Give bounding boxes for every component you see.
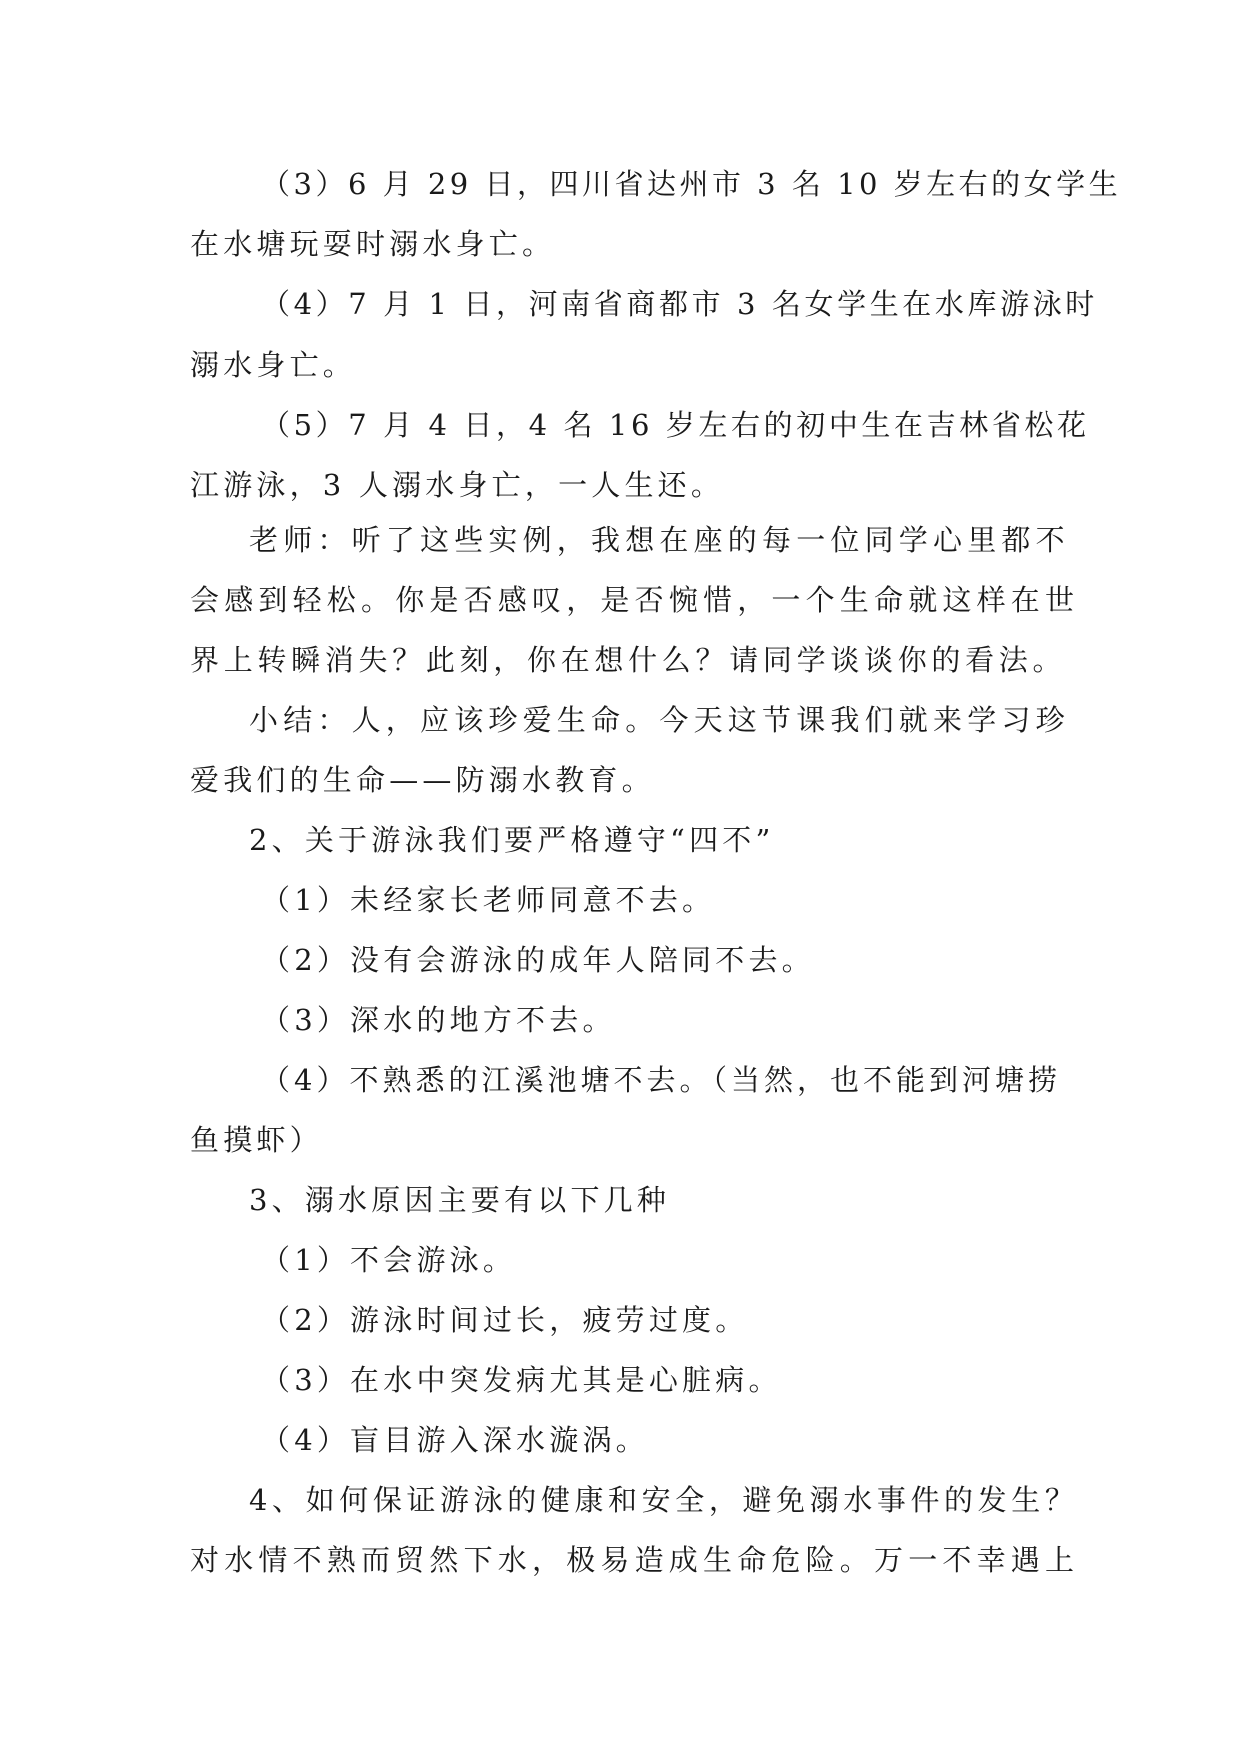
list-item: （2）游泳时间过长，疲劳过度。: [261, 1303, 749, 1337]
text-line: 小结：人，应该珍爱生命。今天这节课我们就来学习珍: [249, 703, 1070, 737]
section-heading: 4、如何保证游泳的健康和安全，避免溺水事件的发生？: [249, 1483, 1079, 1517]
list-item: （1）不会游泳。: [261, 1243, 517, 1277]
list-item: （3）在水中突发病尤其是心脏病。: [261, 1363, 782, 1397]
text-line: （5）7 月 4 日，4 名 16 岁左右的初中生在吉林省松花: [261, 408, 1090, 442]
text-line: （4）7 月 1 日，河南省商都市 3 名女学生在水库游泳时: [261, 287, 1098, 321]
text-line: （3）6 月 29 日，四川省达州市 3 名 10 岁左右的女学生: [261, 167, 1122, 201]
section-heading: 3、溺水原因主要有以下几种: [249, 1183, 671, 1217]
text-line: 会感到轻松。你是否感叹，是否惋惜，一个生命就这样在世: [190, 583, 1080, 617]
list-item: （4）不熟悉的江溪池塘不去。（当然，也不能到河塘捞: [261, 1063, 1061, 1097]
text-line: 老师：听了这些实例，我想在座的每一位同学心里都不: [249, 523, 1070, 557]
list-item: （4）盲目游入深水漩涡。: [261, 1423, 649, 1457]
text-line: 爱我们的生命——防溺水教育。: [190, 763, 655, 797]
section-heading: 2、关于游泳我们要严格遵守“四不”: [249, 823, 775, 857]
list-item: （3）深水的地方不去。: [261, 1003, 616, 1037]
text-line: 对水情不熟而贸然下水，极易造成生命危险。万一不幸遇上: [190, 1543, 1080, 1577]
list-item: （2）没有会游泳的成年人陪同不去。: [261, 943, 815, 977]
list-item: （1）未经家长老师同意不去。: [261, 883, 716, 917]
text-line: 江游泳，3 人溺水身亡，一人生还。: [190, 468, 725, 502]
text-line: 鱼摸虾）: [190, 1123, 323, 1157]
text-line: 溺水身亡。: [190, 348, 357, 382]
text-line: 界上转瞬消失？此刻，你在想什么？请同学谈谈你的看法。: [190, 643, 1067, 677]
text-line: 在水塘玩耍时溺水身亡。: [190, 227, 556, 261]
